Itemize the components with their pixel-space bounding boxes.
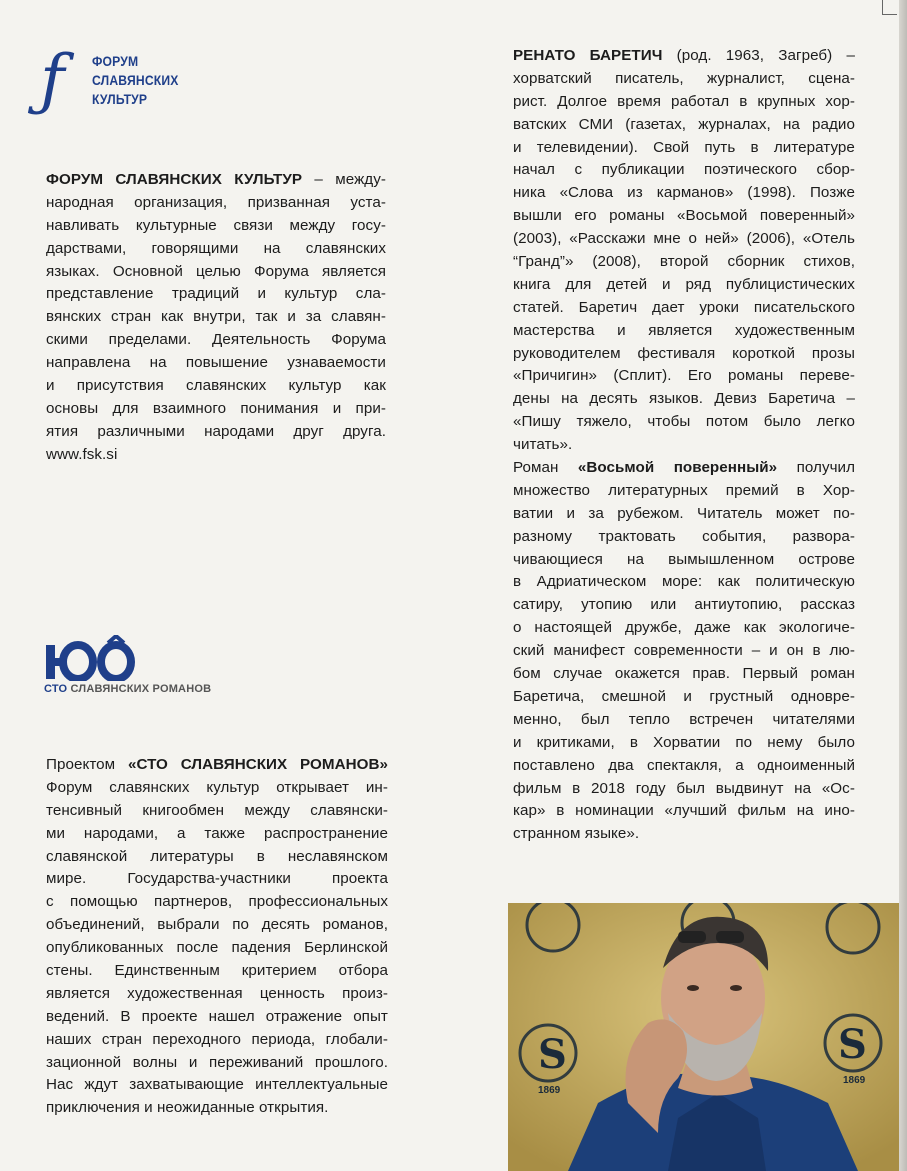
text-line: в Адриатическом море: как политическую (513, 573, 855, 591)
text-line: ника «Слова из карманов» (1998). Позже (513, 184, 855, 202)
text-line: тенсивный книгообмен между славянски- (46, 801, 388, 819)
project-description (46, 754, 388, 1120)
crop-mark (882, 0, 897, 15)
text-line: кар» в номинации «лучший фильм на ино- (513, 802, 855, 820)
text-line: является художественная ценность произ- (46, 984, 388, 1002)
text-line: статей. Баретич дает уроки писательского (513, 298, 855, 316)
text-line: РЕНАТО БАРЕТИЧ (род. 1963, Загреб) – (513, 47, 855, 64)
forum-logo-line: СЛАВЯНСКИХ (92, 73, 179, 88)
text-line: фильм в 2018 году был выдвинут на «Ос- (513, 779, 855, 797)
author-bio (513, 45, 855, 846)
text-line: хорватский писатель, журналист, сцена- (513, 69, 855, 87)
text-line: ми народами, а также распространение (46, 824, 388, 842)
text-line: и телевидении). Свой путь в литературе (513, 138, 855, 156)
text-line: ФОРУМ СЛАВЯНСКИХ КУЛЬТУР – между- (46, 171, 386, 188)
text-line: бом случае окажется прав. Первый роман (513, 665, 855, 683)
hundred-novels-subtitle-rest: СЛАВЯНСКИХ РОМАНОВ (67, 683, 212, 695)
book-spine-edge (899, 0, 907, 1171)
emblem-year: 1869 (538, 1085, 561, 1096)
text-line: навливать культурные связи между госу- (46, 216, 386, 234)
text-line: и присутствия славянских культур как (46, 377, 386, 395)
text-line: множество литературных премий в Хор- (513, 481, 855, 499)
text-line: языках. Основной целью Форума является (46, 262, 386, 280)
text-line: дарствами, говорящими на славянских (46, 239, 386, 257)
text-line: ский манифест современности – и он в лю- (513, 642, 855, 660)
text-line: ватских СМИ (газетах, журналах, на радио (513, 115, 855, 133)
text-line: с помощью партнеров, профессиональных (46, 893, 388, 911)
text-line: направлена на повышение узнаваемости (46, 354, 386, 372)
emblem-year: 1869 (843, 1075, 866, 1086)
text-line: начал с публикации поэтического сбор- (513, 161, 855, 179)
text-line: Баретича, смешной и грустный одновре- (513, 687, 855, 705)
text-line: народная организация, призванная уста- (46, 193, 386, 211)
text-line: поставлено два спектакля, а одноименный (513, 756, 855, 774)
text-line: сатиру, утопию или антиутопию, рассказ (513, 596, 855, 614)
text-line: мире. Государства-участники проекта (46, 870, 388, 888)
text-line: Нас ждут захватывающие интеллектуальные (46, 1076, 388, 1094)
text-line: объединений, выбрали по десять романов, (46, 916, 388, 934)
forum-logo-text (92, 52, 188, 109)
text-line: руководителем фестиваля короткой прозы (513, 344, 855, 362)
text-line: Проектом «СТО СЛАВЯНСКИХ РОМАНОВ» (46, 756, 388, 773)
text-line: ватии и за рубежом. Читатель может по- (513, 504, 855, 522)
text-line: вянских стран как внутри, так и за славян- (46, 308, 386, 326)
text-line: и критиками, в Хорватии по нему было (513, 733, 855, 751)
text-line: представление традиций и культур сла- (46, 285, 386, 303)
author-photo-image (508, 903, 899, 1171)
hundred-novels-subtitle-first: СТО (44, 683, 68, 695)
hundred-novels-mark-icon (44, 635, 136, 681)
text-line: приключения и неожиданные открытия. (46, 1099, 329, 1117)
text-line: «Причигин» (Сплит). Его романы переве- (513, 367, 855, 385)
hundred-novels-subtitle (44, 683, 211, 695)
text-line: славянской литературы в неславянском (46, 847, 388, 865)
text-line: стены. Единственным критерием отбора (46, 962, 388, 980)
text-line: рист. Долгое время работал в крупных хор- (513, 92, 855, 110)
forum-logo (40, 41, 240, 120)
text-line: (2003), «Расскажи мне о ней» (2006), «Отель (513, 230, 855, 248)
hundred-novels-mark (44, 635, 136, 690)
svg-text:S: S (838, 1021, 867, 1068)
text-line: Форум славянских культур открывает ин- (46, 778, 388, 796)
author-photo (508, 903, 899, 1171)
svg-text:S: S (538, 1031, 567, 1078)
hundred-novels-logo (44, 635, 274, 705)
text-line: зационной волны и переживаний прошлого. (46, 1053, 388, 1071)
text-line: разному трактовать события, развора- (513, 527, 855, 545)
text-line: о настоящей дружбе, даже как экологиче- (513, 619, 855, 637)
text-line: основы для взаимного понимания и при- (46, 399, 386, 417)
text-line: ведений. В проекте нашел отражение опыт (46, 1007, 388, 1025)
italic-f-logo-icon: ƒ (40, 41, 65, 118)
text-line: дены на десять языков. Девиз Баретича – (513, 390, 855, 408)
text-line: читать». (513, 436, 573, 454)
text-line: менно, был тепло встречен читателями (513, 710, 855, 728)
text-line: наших стран переходного периода, глобали- (46, 1030, 388, 1048)
forum-logo-line: КУЛЬТУР (92, 92, 148, 107)
text-line: «Пишу тяжело, чтобы потом было легко (513, 413, 855, 431)
text-line: опубликованных после падения Берлинской (46, 939, 388, 957)
text-line: www.fsk.si (46, 445, 118, 463)
text-line: скими пределами. Деятельность Форума (46, 331, 386, 349)
text-line: “Гранд”» (2008), второй сборник стихов, (513, 253, 855, 271)
text-line: странном языке». (513, 825, 640, 843)
text-line: мастерства и является художественным (513, 321, 855, 339)
forum-logo-line: ФОРУМ (92, 54, 139, 69)
text-line: Роман «Восьмой поверенный» получил (513, 459, 855, 477)
text-line: вышли его романы «Восьмой поверенный» (513, 207, 855, 225)
text-line: чивающиеся на вымышленном острове (513, 550, 855, 568)
text-line: ятия различными народами друг друга. (46, 422, 386, 440)
forum-description (46, 169, 386, 467)
text-line: книга для детей и ряд публицистических (513, 275, 855, 293)
